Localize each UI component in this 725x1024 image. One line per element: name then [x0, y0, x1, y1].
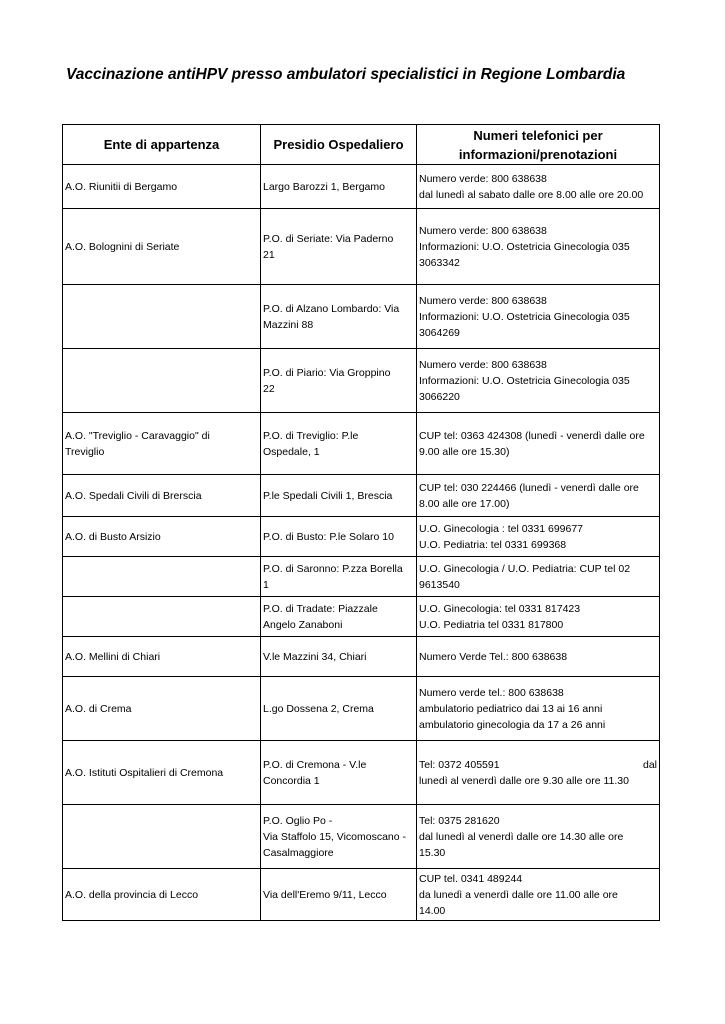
cell-line: Informazioni: U.O. Ostetricia Ginecologia 035 — [419, 310, 630, 323]
cell-line: U.O. Ginecologia: tel 0331 817423 — [419, 602, 581, 615]
header-row — [63, 125, 660, 165]
cell-line: 21 — [263, 248, 275, 261]
cell-line: U.O. Ginecologia / U.O. Pediatria: CUP tel 02 — [419, 562, 631, 575]
table-row — [63, 597, 660, 637]
cell-line: P.O. di Saronno: P.zza Borella — [263, 562, 403, 575]
cell-line: Numero verde: 800 638638 — [419, 224, 547, 237]
cell-numeri — [417, 869, 660, 921]
cell-line: ambulatorio pediatrico dai 13 ai 16 anni — [419, 702, 603, 715]
cell-line: A.O. "Treviglio - Caravaggio" di — [65, 429, 210, 442]
cell-ente — [63, 475, 261, 517]
cell-line: 8.00 alle ore 17.00) — [419, 497, 510, 510]
cell-line: 22 — [263, 382, 275, 395]
table-row — [63, 413, 660, 475]
cell-line: P.O. di Treviglio: P.le — [263, 429, 359, 442]
cell-presidio — [261, 869, 417, 921]
cell-presidio — [261, 165, 417, 209]
cell-line: Numero verde: 800 638638 — [419, 172, 547, 185]
table-row — [63, 637, 660, 677]
cell-ente — [63, 805, 261, 869]
table-row — [63, 869, 660, 921]
cell-numeri — [417, 637, 660, 677]
cell-line: dal lunedì al venerdì dalle ore 14.30 alle ore — [419, 830, 624, 843]
table-row — [63, 557, 660, 597]
table-row — [63, 349, 660, 413]
cell-numeri — [417, 557, 660, 597]
cell-line: CUP tel. 0341 489244 — [419, 872, 523, 885]
cell-presidio — [261, 517, 417, 557]
cell-ente — [63, 637, 261, 677]
cell-presidio — [261, 677, 417, 741]
cell-numeri — [417, 475, 660, 517]
cell-ente — [63, 677, 261, 741]
cell-line: Via Staffolo 15, Vicomoscano - — [263, 830, 407, 843]
cell-line: Numero verde tel.: 800 638638 — [419, 686, 564, 699]
cell-numeri — [417, 209, 660, 285]
cell-ente — [63, 349, 261, 413]
cell-line: Informazioni: U.O. Ostetricia Ginecologia 035 — [419, 374, 630, 387]
cell-numeri — [417, 517, 660, 557]
cell-line: Numero verde: 800 638638 — [419, 294, 547, 307]
cell-presidio — [261, 805, 417, 869]
cell-line: Numero verde: 800 638638 — [419, 358, 547, 371]
cell-line: Tel: 0375 281620 — [419, 814, 500, 827]
cell-line: P.O. di Cremona - V.le — [263, 758, 367, 771]
cell-line: Mazzini 88 — [263, 318, 314, 331]
cell-ente — [63, 741, 261, 805]
cell-line: Casalmaggiore — [263, 846, 334, 859]
cell-line: U.O. Pediatria: tel 0331 699368 — [419, 538, 567, 551]
cell-line: Concordia 1 — [263, 774, 320, 787]
cell-presidio — [261, 285, 417, 349]
table-row — [63, 209, 660, 285]
table-row — [63, 475, 660, 517]
cell-line: P.O. Oglio Po - — [263, 814, 333, 827]
table-row — [63, 285, 660, 349]
cell-line: 3066220 — [419, 390, 460, 403]
table-row — [63, 805, 660, 869]
cell-numeri — [417, 677, 660, 741]
cell-ente — [63, 869, 261, 921]
cell-line: A.O. di Busto Arsizio — [65, 530, 161, 543]
table-row — [63, 517, 660, 557]
header-numeri-line2: informazioni/prenotazioni — [458, 146, 618, 162]
cell-text: Tel: 0372 405591 — [419, 758, 500, 771]
cell-line: Informazioni: U.O. Ostetricia Ginecologia 035 — [419, 240, 630, 253]
cell-line: A.O. della provincia di Lecco — [65, 888, 199, 901]
cell-line: A.O. Mellini di Chiari — [65, 650, 161, 663]
cell-numeri — [417, 413, 660, 475]
cell-presidio — [261, 349, 417, 413]
cell-ente — [63, 517, 261, 557]
cell-line: 9613540 — [419, 578, 460, 591]
cell-line: lunedì al venerdì dalle ore 9.30 alle ore 11.30 — [419, 774, 629, 787]
cell-line: P.O. di Seriate: Via Paderno — [263, 232, 394, 245]
cell-line: CUP tel: 030 224466 (lunedì - venerdì dalle ore — [419, 481, 639, 494]
cell-numeri — [417, 285, 660, 349]
cell-presidio — [261, 637, 417, 677]
cell-line: U.O. Pediatria tel 0331 817800 — [419, 618, 564, 631]
cell-line: Via dell'Eremo 9/11, Lecco — [263, 888, 387, 901]
cell-line: P.le Spedali Civili 1, Brescia — [263, 489, 393, 502]
header-numeri — [417, 125, 660, 165]
cell-line: 1 — [263, 578, 269, 591]
cell-text-trailing: dal — [642, 758, 657, 771]
cell-ente — [63, 597, 261, 637]
header-presidio: Presidio Ospedaliero — [261, 125, 417, 165]
cell-presidio — [261, 475, 417, 517]
table-row — [63, 677, 660, 741]
cell-line: P.O. di Alzano Lombardo: Via — [263, 302, 400, 315]
page-title: Vaccinazione antiHPV presso ambulatori specialistici in Regione Lombardia — [66, 66, 626, 83]
cell-line: V.le Mazzini 34, Chiari — [263, 650, 367, 663]
cell-ente — [63, 557, 261, 597]
cell-line: Ospedale, 1 — [263, 445, 320, 458]
cell-line: Angelo Zanaboni — [263, 618, 343, 631]
cell-line: 15.30 — [419, 846, 446, 859]
cell-line: A.O. di Crema — [65, 702, 132, 715]
cell-presidio — [261, 597, 417, 637]
cell-line: A.O. Spedali Civili di Brerscia — [65, 489, 202, 502]
table-row — [63, 165, 660, 209]
header-ente: Ente di appartenza — [63, 125, 261, 165]
cell-line: Largo Barozzi 1, Bergamo — [263, 180, 385, 193]
cell-ente — [63, 413, 261, 475]
cell-line: Treviglio — [65, 445, 105, 458]
cell-line: dal lunedì al sabato dalle ore 8.00 alle ore 20.00 — [419, 188, 644, 201]
cell-numeri — [417, 349, 660, 413]
cell-line: 14.00 — [419, 904, 446, 917]
cell-line: A.O. Riunitii di Bergamo — [65, 180, 178, 193]
cell-line: 9.00 alle ore 15.30) — [419, 445, 510, 458]
cell-line: A.O. Istituti Ospitalieri di Cremona — [65, 766, 224, 779]
cell-numeri — [417, 165, 660, 209]
cell-presidio — [261, 741, 417, 805]
hpv-clinics-table — [62, 124, 660, 921]
table-row — [63, 741, 660, 805]
cell-line: A.O. Bolognini di Seriate — [65, 240, 180, 253]
cell-line: da lunedì a venerdì dalle ore 11.00 alle ore — [419, 888, 618, 901]
cell-presidio — [261, 557, 417, 597]
cell-numeri — [417, 597, 660, 637]
cell-line: CUP tel: 0363 424308 (lunedì - venerdì dalle ore — [419, 429, 645, 442]
cell-numeri — [417, 741, 660, 805]
cell-presidio — [261, 209, 417, 285]
cell-line: U.O. Ginecologia : tel 0331 699677 — [419, 522, 584, 535]
cell-line: Numero Verde Tel.: 800 638638 — [419, 650, 568, 663]
cell-line: P.O. di Busto: P.le Solaro 10 — [263, 530, 394, 543]
cell-line: L.go Dossena 2, Crema — [263, 702, 374, 715]
cell-line: ambulatorio ginecologia da 17 a 26 anni — [419, 718, 606, 731]
cell-line: 3064269 — [419, 326, 460, 339]
cell-ente — [63, 165, 261, 209]
cell-presidio — [261, 413, 417, 475]
cell-line: 3063342 — [419, 256, 460, 269]
cell-line: P.O. di Tradate: Piazzale — [263, 602, 378, 615]
cell-numeri — [417, 805, 660, 869]
cell-line: P.O. di Piario: Via Groppino — [263, 366, 391, 379]
cell-ente — [63, 285, 261, 349]
header-numeri-line1: Numeri telefonici per — [473, 127, 603, 143]
cell-ente — [63, 209, 261, 285]
cell-line — [419, 757, 657, 773]
